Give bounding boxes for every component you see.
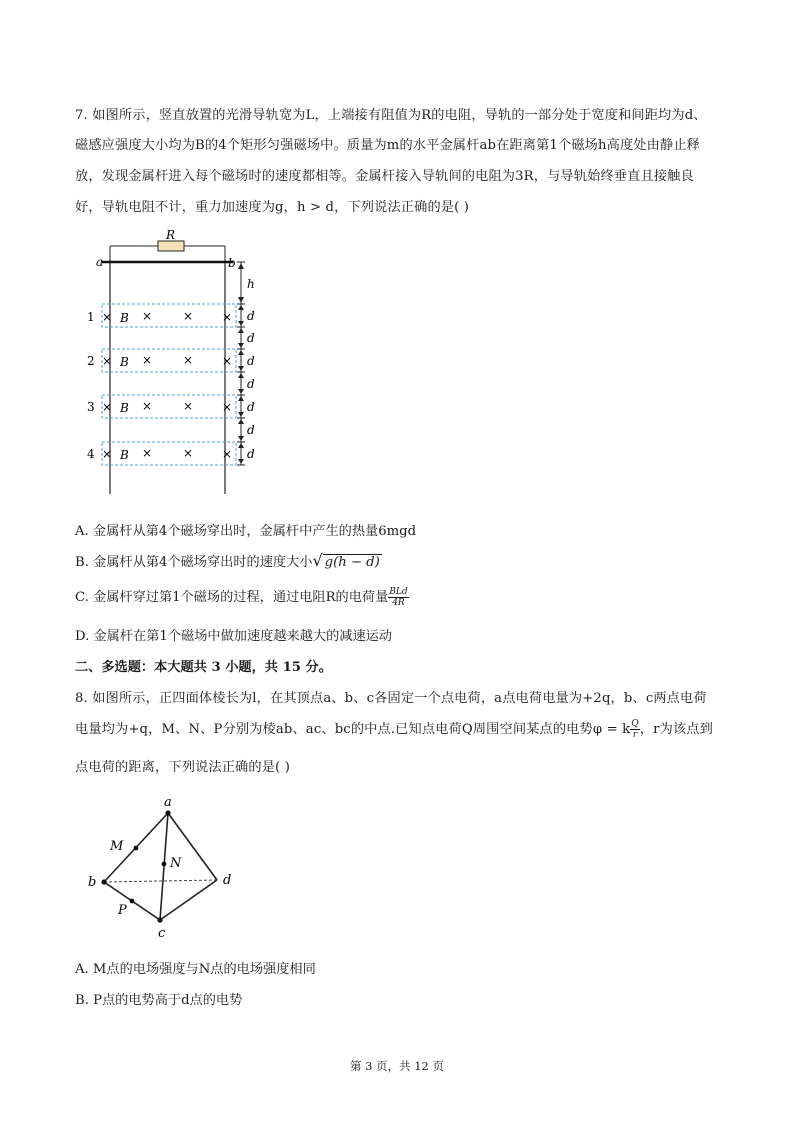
svg-text:B: B: [120, 448, 129, 462]
svg-text:×: ×: [222, 447, 233, 461]
svg-text:P: P: [118, 903, 127, 918]
svg-text:×: ×: [102, 447, 113, 461]
svg-text:B: B: [120, 311, 129, 325]
hidden-edge-bd: [104, 880, 217, 882]
charge-fraction: $\frac{\text{BLd}}{4R}$: [389, 587, 408, 608]
svg-text:d: d: [247, 377, 255, 391]
svg-text:×: ×: [102, 354, 113, 368]
midpoint-M-dot: [134, 846, 139, 851]
svg-text:a: a: [164, 795, 172, 810]
vertex-c-dot: [157, 917, 162, 922]
q7-option-c: C. 金属杆穿过第1个磁场的过程，通过电阻R的电荷量 $\frac{\text{BLd}}{4R}$: [75, 587, 408, 608]
midpoint-N-dot: [162, 862, 167, 867]
section-heading: 二、多选题：本大题共 3 小题，共 15 分。: [75, 660, 332, 675]
q8-line-3: 点电荷的距离，下列说法正确的是( ): [75, 760, 290, 775]
svg-text:d: d: [247, 400, 255, 414]
field-region-3: [87, 395, 236, 418]
svg-text:d: d: [247, 331, 255, 345]
q7-option-b: B. 金属杆从第4个磁场穿出时的速度大小√ g(h − d): [75, 551, 380, 570]
svg-text:d: d: [247, 354, 255, 368]
svg-text:N: N: [170, 856, 182, 871]
svg-text:B: B: [120, 355, 129, 369]
svg-text:×: ×: [142, 309, 153, 323]
field-region-2: [87, 349, 236, 372]
vertex-a-dot: [165, 810, 170, 815]
svg-text:×: ×: [142, 353, 153, 367]
q7-circuit-figure: [80, 226, 280, 498]
page-footer: 第 3 页，共 12 页: [349, 1059, 445, 1073]
svg-text:d: d: [247, 309, 255, 323]
svg-text:1: 1: [87, 310, 95, 324]
vertex-b-dot: [101, 879, 106, 884]
svg-text:×: ×: [222, 310, 233, 324]
svg-text:B: B: [120, 401, 129, 415]
q8-line-2: 电量均为+q，M、N、P分别为棱ab、ac、bc的中点.已知点电荷Q周围空间某点的电势φ = k $\frac{Q}{r}$ ，r为该点到: [75, 719, 713, 740]
svg-text:c: c: [158, 926, 166, 941]
resistor-symbol: [158, 241, 184, 251]
midpoint-P-dot: [130, 899, 135, 904]
q8-option-a: A. M点的电场强度与N点的电场强度相同: [75, 962, 316, 977]
svg-text:×: ×: [183, 399, 194, 413]
q8-tetrahedron-figure: [80, 792, 260, 942]
q8-option-b: B. P点的电势高于d点的电势: [75, 993, 243, 1008]
q7-option-d: D. 金属杆在第1个磁场中做加速度越来越大的减速运动: [75, 629, 392, 644]
svg-text:×: ×: [142, 399, 153, 413]
svg-text:4: 4: [87, 447, 95, 461]
svg-text:×: ×: [222, 400, 233, 414]
q7-line-1: 7. 如图所示，竖直放置的光滑导轨宽为L，上端接有阻值为R的电阻，导轨的一部分处于宽度和间距均为d、: [75, 108, 707, 123]
rod-label-b: b: [228, 256, 236, 270]
svg-text:×: ×: [102, 310, 113, 324]
rod-label-a: a: [96, 255, 104, 269]
svg-text:×: ×: [183, 353, 194, 367]
q8-line-1: 8. 如图所示，正四面体棱长为l，在其顶点a、b、c各固定一个点电荷，a点电荷电量为+2q，b、c两点电荷: [75, 691, 707, 706]
svg-text:d: d: [247, 447, 255, 461]
svg-text:×: ×: [222, 354, 233, 368]
resistor-label: R: [166, 228, 176, 242]
sqrt-expression: √ g(h − d): [312, 551, 380, 570]
svg-text:d: d: [223, 873, 232, 888]
dimension-marks: [237, 262, 245, 465]
svg-text:×: ×: [102, 400, 113, 414]
potential-fraction: $\frac{Q}{r}$: [631, 719, 639, 740]
field-region-4: [87, 442, 236, 465]
svg-text:×: ×: [183, 446, 194, 460]
svg-text:b: b: [88, 875, 97, 890]
svg-text:×: ×: [183, 309, 194, 323]
svg-text:d: d: [247, 423, 255, 437]
q7-line-4: 好，导轨电阻不计，重力加速度为g，h > d，下列说法正确的是( ): [75, 200, 470, 215]
svg-text:M: M: [110, 839, 124, 854]
q7-option-a: A. 金属杆从第4个磁场穿出时，金属杆中产生的热量6mgd: [75, 524, 417, 539]
dim-label-h: h: [247, 277, 255, 291]
field-region-1: [87, 304, 236, 327]
svg-text:2: 2: [87, 354, 95, 368]
svg-text:3: 3: [87, 400, 95, 414]
q7-line-3: 放，发现金属杆进入每个磁场时的速度都相等。金属杆接入导轨间的电阻为3R，与导轨始终垂直且接触良: [75, 169, 694, 184]
q7-line-2: 磁感应强度大小均为B的4个矩形匀强磁场中。质量为m的水平金属杆ab在距离第1个磁场h高度处由静止释: [75, 138, 700, 153]
svg-text:×: ×: [142, 446, 153, 460]
